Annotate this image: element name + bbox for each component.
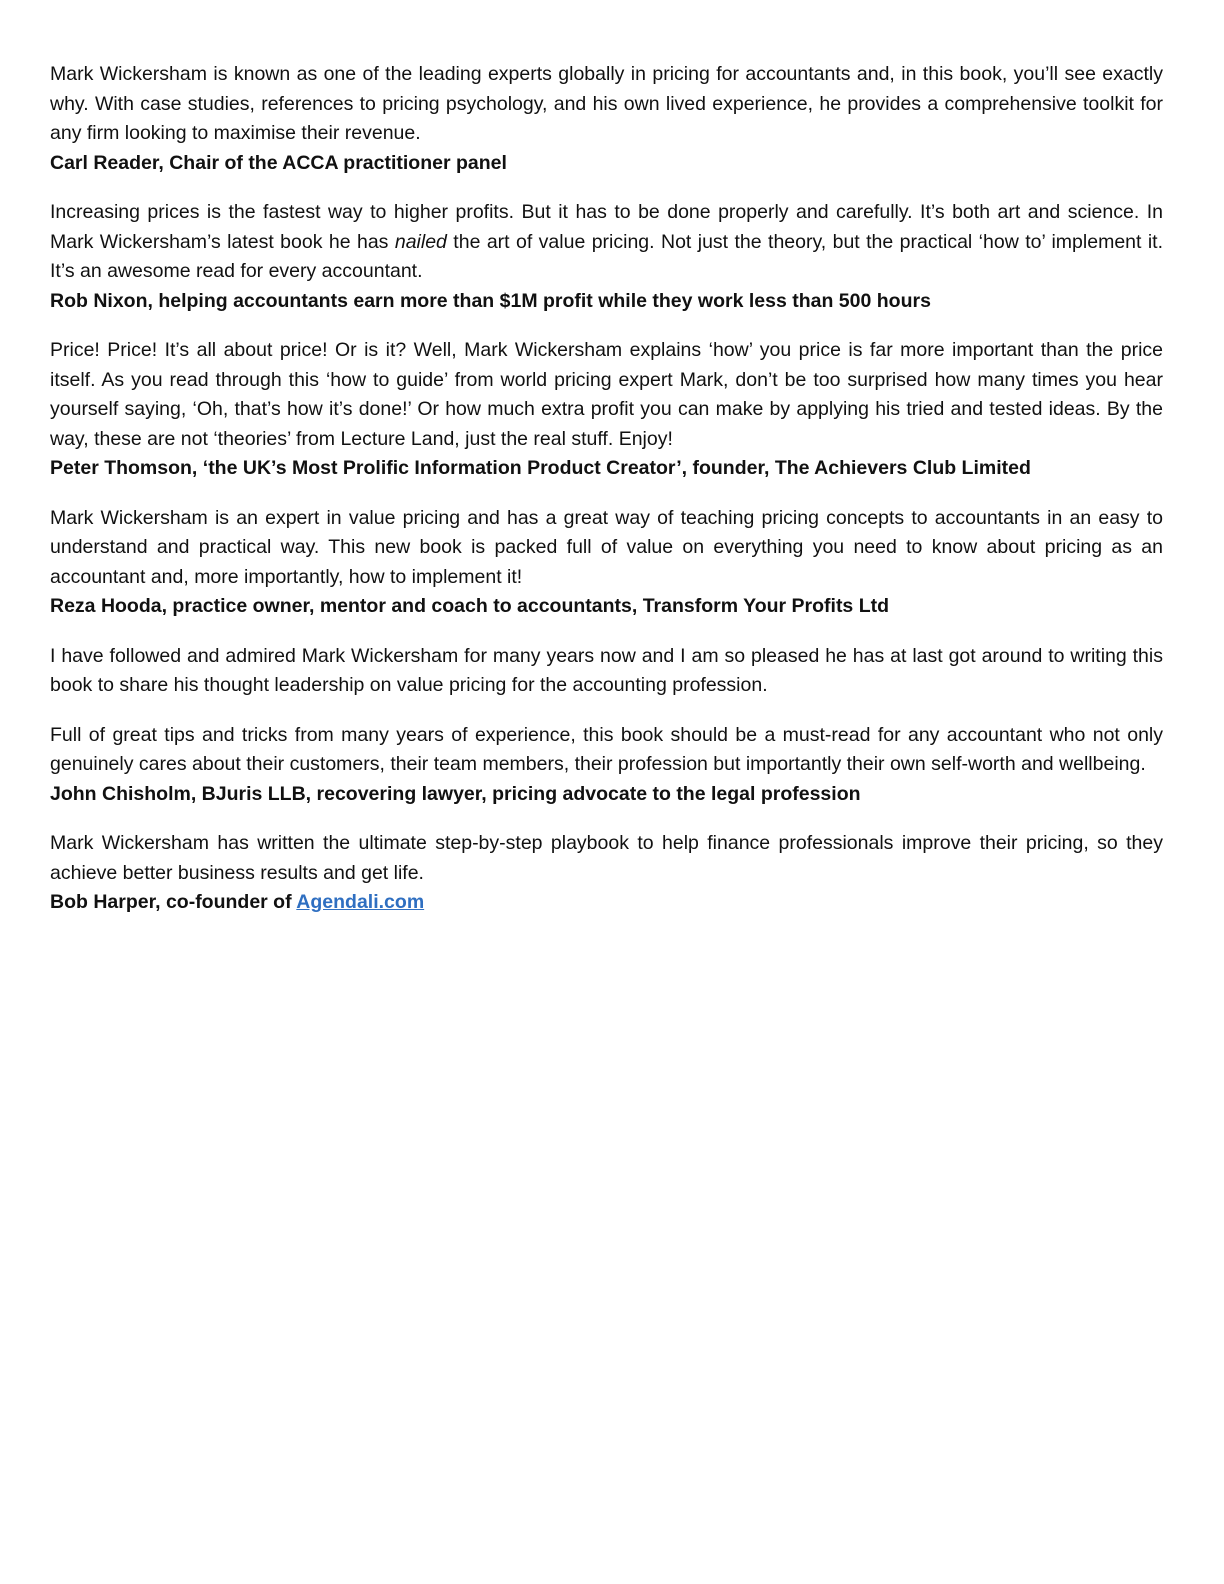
endorsement-john-chisholm <box>50 642 1163 810</box>
endorsement-text-before: Increasing prices is the fastest way to higher profits. But it has to be done properly and carefully. It’s both art and science. In Mark Wickersham’s latest book he has <box>50 201 1163 253</box>
endorsement-text: Full of great tips and tricks from many years of experience, this book should be a must-read for any accountant who not only genuinely cares about their customers, their team members, their profession but importantly their own self-worth and wellbeing. <box>50 723 1163 775</box>
endorsement-text: Mark Wickersham has written the ultimate step-by-step playbook to help finance professionals improve their pricing, so they achieve better business results and get life. <box>50 832 1163 884</box>
agendali-link[interactable]: Agendali.com <box>296 891 425 913</box>
endorsement-carl-reader <box>50 60 1163 178</box>
endorsement-attribution: Carl Reader, Chair of the ACCA practitioner panel <box>50 151 507 174</box>
endorsement-peter-thomson <box>50 336 1163 484</box>
endorsement-bob-harper <box>50 829 1163 918</box>
endorsements-page <box>50 60 1163 938</box>
endorsement-attribution: Rob Nixon, helping accountants earn more than $1M profit while they work less than 500 hours <box>50 289 931 312</box>
endorsement-text-emphasis: nailed <box>394 230 447 253</box>
endorsement-attribution: Reza Hooda, practice owner, mentor and coach to accountants, Transform Your Profits Ltd <box>50 595 890 617</box>
endorsement-reza-hooda <box>50 504 1163 622</box>
attribution-prefix: Bob Harper, co-founder of <box>50 891 297 913</box>
endorsement-text: Mark Wickersham is known as one of the leading experts globally in pricing for accountants and, in this book, you’ll see exactly why. With case studies, references to pricing psychology, and his own lived experience, he provides a comprehensive toolkit for any firm looking to maximise their revenue. <box>50 63 1163 144</box>
endorsement-attribution <box>50 888 1163 918</box>
endorsement-attribution: Peter Thomson, ‘the UK’s Most Prolific Information Product Creator’, founder, The Achievers Club Limited <box>50 457 1031 479</box>
endorsement-text: Price! Price! It’s all about price! Or is it? Well, Mark Wickersham explains ‘how’ you price is far more important than the price itself. As you read through this ‘how to guide’ from world pricing expert Mark, don’t be too surprised how many times you hear yourself saying, ‘Oh, that’s how it’s done!’ Or how much extra profit you can make by applying his tried and tested ideas. By the way, these are not ‘theories’ from Lecture Land, just the real stuff. Enjoy! <box>50 339 1163 450</box>
endorsement-text: I have followed and admired Mark Wickersham for many years now and I am so pleased he has at last got around to writing this book to share his thought leadership on value pricing for the accounting profession. <box>50 644 1163 696</box>
endorsement-attribution: John Chisholm, BJuris LLB, recovering lawyer, pricing advocate to the legal profession <box>50 782 861 805</box>
endorsement-rob-nixon <box>50 198 1163 316</box>
endorsement-text-after: the art of value pricing. Not just the theory, but the practical ‘how to’ implement it. It’s an awesome read for every accountant. <box>50 230 1164 282</box>
endorsement-text <box>50 198 1163 287</box>
endorsement-text: Mark Wickersham is an expert in value pricing and has a great way of teaching pricing concepts to accountants in an easy to understand and practical way. This new book is packed full of value on everything you need to know about pricing as an accountant and, more importantly, how to implement it! <box>50 506 1163 588</box>
